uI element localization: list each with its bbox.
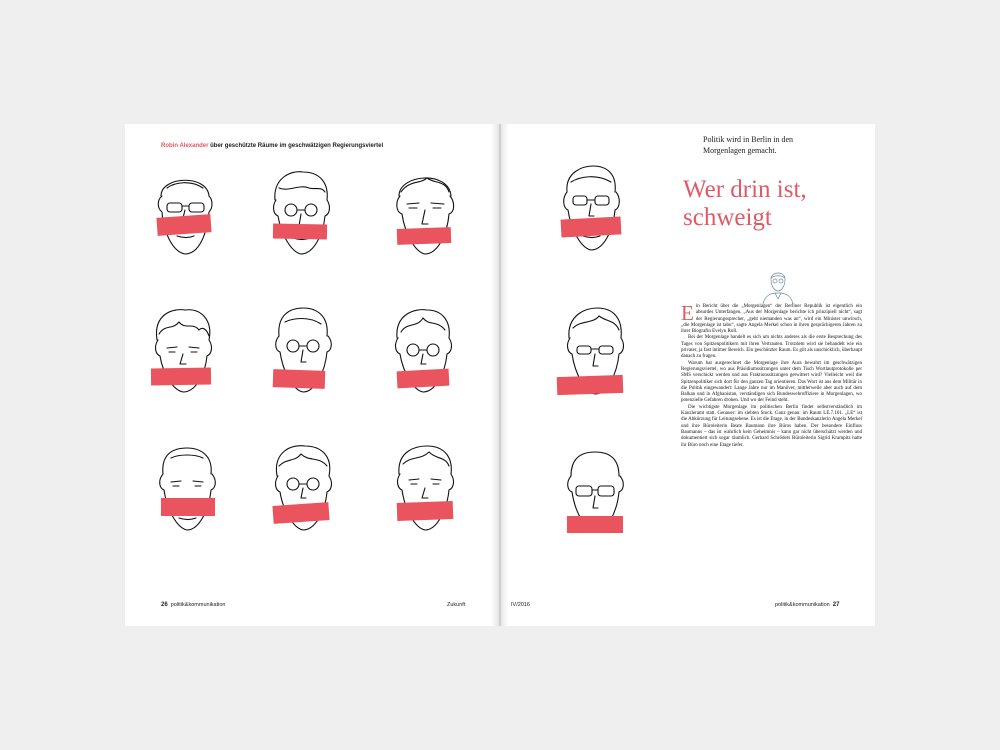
spine-shadow [491, 124, 509, 626]
article-paragraph: Ein Bericht über die „Morgenlagen“ der Berliner Republik ist eigentlich ein absurdes Unterfangen. „Aus der Morgenlage berichte ich prinzipiell nicht“, sagt der Regierungssprecher, „geht niemanden was an“, wird ein Minister unwirsch, „die Morgenlage ist tabu“, sagte Angela Merkel schon in ihren gesprächigeren Jahren zu ihrer Biografin Evelyn Roll. [681, 301, 862, 335]
article-body [681, 301, 862, 449]
article-headline [683, 176, 873, 232]
page-number: 27 [832, 602, 840, 608]
header-subtitle: über geschützte Räume im geschwätzigen Regierungsviertel [210, 143, 384, 149]
right-page [501, 124, 875, 626]
article-paragraph: Die wichtigste Morgenlage im politischen Berlin findet selbstverständlich im Kanzleramt statt. Genauer: im siebten Stock. Ganz genau: im Raum LE.7.101. „LE“ ist die Abkürzung für Leitungsebene. Es ist die Etage, in der Bundeskanzlerin Angela Merkel und ihre Büroleiterin Beate Baumann ihre Büros haben. Der besondere Einfluss Baumanns – das ist wahrlich kein Geheimnis – kann gar nicht überschätzt werden und dokumentiert sich sogar räumlich. Gerhard Schröders Büroleiterin Sigrid Krampitz hatte ihr Büro noch eine Etage tiefer. [681, 404, 862, 448]
face-illustration [553, 162, 629, 258]
article-paragraph: Warum hat ausgerechnet die Morgenlage ihre Aura bewahrt im geschwätzigen Regierungsviertel, wo aus Präsidiumssitzungen unter dem Tisch Wortlautprotokolle per SMS verschickt werden und aus Fraktionssitzungen getwittert wird? Vielleicht weil die Spitzenpolitiker sich dort für den ganzen Tag orientieren. Das Wort ist aus dem Militär in die Politik eingewandert: Lange Jahre nur im Manöver, mittlerweile aber auch auf dem Balkan und in Afghanistan, verständigen sich Bundeswehroffiziere in Morgenlagen, wo potenzielle Gefahren drohen. Und wo der Feind steht. [681, 360, 862, 404]
face-illustration [149, 440, 225, 536]
page-footer-right [775, 602, 839, 608]
red-tape-censor [273, 224, 327, 240]
face-illustration [265, 302, 341, 398]
face-illustration [263, 166, 339, 262]
red-tape-censor [161, 498, 215, 516]
face-illustration [557, 442, 633, 538]
article-paragraph: Bei der Morgenlage handelt es sich um nichts anderes als die erste Besprechung des Tages von Spitzenpolitikern mit ihren Vertrauten. Trotzdem wird sie behandelt wie ein privater, ja fast intimer Bereich. Ein geschützter Raum. Es gilt als unschicklich, überhaupt danach zu fragen. [681, 335, 862, 360]
red-tape-censor [397, 227, 452, 245]
red-tape-censor [156, 214, 211, 236]
face-illustration [387, 440, 463, 536]
headline-line-1: Wer drin ist, [683, 176, 807, 203]
page-number: 26 [161, 602, 168, 608]
page-footer-left [161, 602, 225, 608]
page-header [161, 143, 383, 149]
red-tape-censor [151, 367, 211, 385]
left-page [125, 124, 499, 626]
magazine-name: politik&kommunikation [775, 602, 830, 608]
red-tape-censor [397, 369, 450, 389]
issue-label: IV/2016 [511, 602, 530, 608]
magazine-name: politik&kommunikation [170, 602, 226, 608]
face-illustration [145, 304, 221, 400]
intro-text: Politik wird in Berlin in den Morgenlagen gemacht. [703, 135, 793, 155]
red-tape-censor [273, 369, 326, 389]
author-portrait-sketch [759, 267, 797, 305]
author-name: Robin Alexander [161, 143, 209, 149]
red-tape-censor [567, 516, 623, 533]
face-illustration [147, 166, 223, 262]
face-illustration [265, 440, 341, 536]
face-illustration [557, 304, 633, 400]
face-illustration [385, 304, 461, 400]
red-tape-censor [557, 375, 624, 395]
section-label: Zukunft [447, 602, 466, 608]
red-tape-censor [397, 501, 454, 521]
face-illustration [387, 166, 463, 262]
headline-line-2: schweigt [683, 204, 772, 231]
red-tape-censor [561, 216, 622, 237]
drop-cap: E [681, 301, 694, 325]
